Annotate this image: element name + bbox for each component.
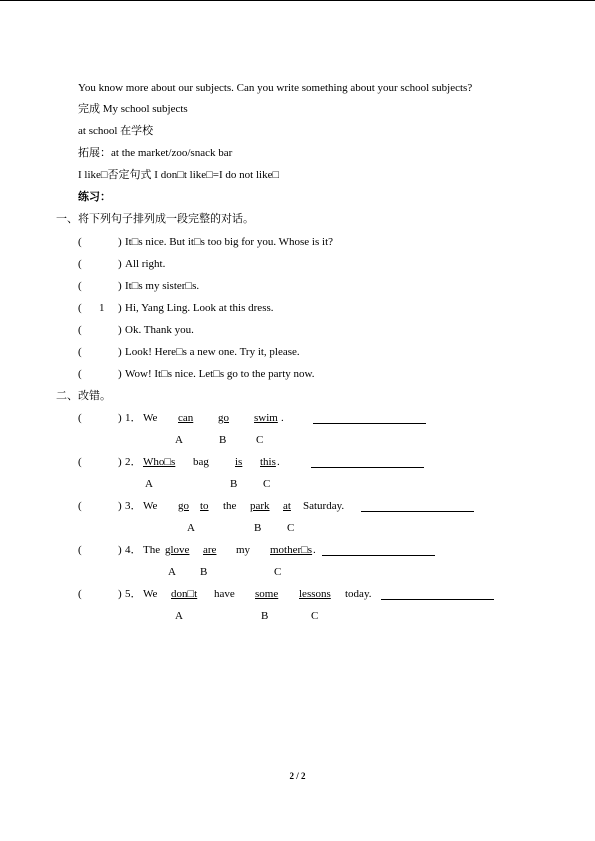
item-text: It□s nice. But it□s too big for you. Whose is it? <box>125 236 334 248</box>
label-b: B <box>261 610 269 622</box>
item-number: 1 <box>99 302 105 314</box>
underlined-word-a: glove <box>165 544 190 556</box>
paren-open: ( <box>78 346 82 358</box>
intro-line-4: 拓展：at the market/zoo/snack bar <box>78 147 233 159</box>
intro-line-1: You know more about our subjects. Can you write something about your school subjects? <box>78 82 473 94</box>
intro-line-2: 完成 My school subjects <box>78 103 188 115</box>
label-a: A <box>187 522 195 534</box>
question-number: 4． <box>125 544 142 556</box>
item-text: All right. <box>125 258 166 270</box>
label-a: A <box>175 610 183 622</box>
label-b: B <box>200 566 208 578</box>
label-a: A <box>168 566 176 578</box>
underlined-word-b: park <box>250 500 270 512</box>
underlined-word-b: some <box>255 588 279 600</box>
word: We <box>143 500 158 512</box>
item-text: Hi, Yang Ling. Look at this dress. <box>125 302 274 314</box>
item-text: Wow! It□s nice. Let□s go to the party now. <box>125 368 315 380</box>
label-a: A <box>175 434 183 446</box>
underlined-word-a2: to <box>200 500 209 512</box>
item-text: Ok. Thank you. <box>125 324 194 336</box>
underlined-word-c: at <box>283 500 291 512</box>
label-c: C <box>311 610 319 622</box>
paren-close: ) <box>118 588 122 600</box>
intro-line-3: at school 在学校 <box>78 125 154 137</box>
word: today. <box>345 588 372 600</box>
paren-open: ( <box>78 258 82 270</box>
paren-open: ( <box>78 456 82 468</box>
underlined-word-c: this <box>260 456 276 468</box>
label-c: C <box>256 434 264 446</box>
question-number: 3． <box>125 500 142 512</box>
question-number: 1． <box>125 412 142 424</box>
period: . <box>313 544 316 556</box>
underlined-word-b: is <box>235 456 243 468</box>
word: We <box>143 588 158 600</box>
word: my <box>236 544 251 556</box>
answer-blank <box>322 555 435 556</box>
word: The <box>143 544 161 556</box>
paren-close: ) <box>118 302 122 314</box>
paren-close: ) <box>118 324 122 336</box>
label-c: C <box>274 566 282 578</box>
underlined-word-b: are <box>203 544 217 556</box>
section2-title: 二、改错。 <box>56 390 111 402</box>
paren-close: ) <box>118 456 122 468</box>
paren-close: ) <box>118 280 122 292</box>
period: . <box>281 412 284 424</box>
underlined-word-c: mother□s <box>270 544 313 556</box>
item-text: Look! Here□s a new one. Try it, please. <box>125 346 300 358</box>
paren-close: ) <box>118 544 122 556</box>
question-number: 5． <box>125 588 142 600</box>
label-b: B <box>219 434 227 446</box>
paren-open: ( <box>78 412 82 424</box>
answer-blank <box>361 511 474 512</box>
underlined-word-a: can <box>178 412 194 424</box>
paren-close: ) <box>118 258 122 270</box>
answer-blank <box>311 467 424 468</box>
word: the <box>223 500 237 512</box>
paren-close: ) <box>118 368 122 380</box>
paren-close: ) <box>118 412 122 424</box>
paren-open: ( <box>78 280 82 292</box>
period: . <box>277 456 280 468</box>
word: bag <box>193 456 209 468</box>
underlined-word-b: go <box>218 412 229 424</box>
paren-open: ( <box>78 368 82 380</box>
paren-open: ( <box>78 544 82 556</box>
item-text: It□s my sister□s. <box>125 280 200 292</box>
paren-open: ( <box>78 588 82 600</box>
underlined-word-c: swim <box>254 412 278 424</box>
answer-blank <box>381 599 494 600</box>
underlined-word-a: Who□s <box>143 456 176 468</box>
label-c: C <box>263 478 271 490</box>
page-number: 2 / 2 <box>289 771 306 781</box>
top-rule <box>0 0 595 1</box>
label-b: B <box>254 522 262 534</box>
intro-line-5: I like□否定句式 I don□t like□=I do not like□ <box>78 169 280 181</box>
label-b: B <box>230 478 238 490</box>
paren-open: ( <box>78 324 82 336</box>
word: have <box>214 588 235 600</box>
paren-close: ) <box>118 346 122 358</box>
exercise-heading: 练习： <box>78 191 111 203</box>
underlined-word-a: go <box>178 500 189 512</box>
paren-open: ( <box>78 236 82 248</box>
section1-title: 一、将下列句子排列成一段完整的对话。 <box>56 213 254 225</box>
answer-blank <box>313 423 426 424</box>
paren-close: ) <box>118 236 122 248</box>
underlined-word-a: don□t <box>171 588 198 600</box>
word: We <box>143 412 158 424</box>
word: Saturday. <box>303 500 345 512</box>
paren-open: ( <box>78 500 82 512</box>
paren-open: ( <box>78 302 82 314</box>
label-a: A <box>145 478 153 490</box>
label-c: C <box>287 522 295 534</box>
underlined-word-c: lessons <box>299 588 331 600</box>
question-number: 2． <box>125 456 142 468</box>
paren-close: ) <box>118 500 122 512</box>
